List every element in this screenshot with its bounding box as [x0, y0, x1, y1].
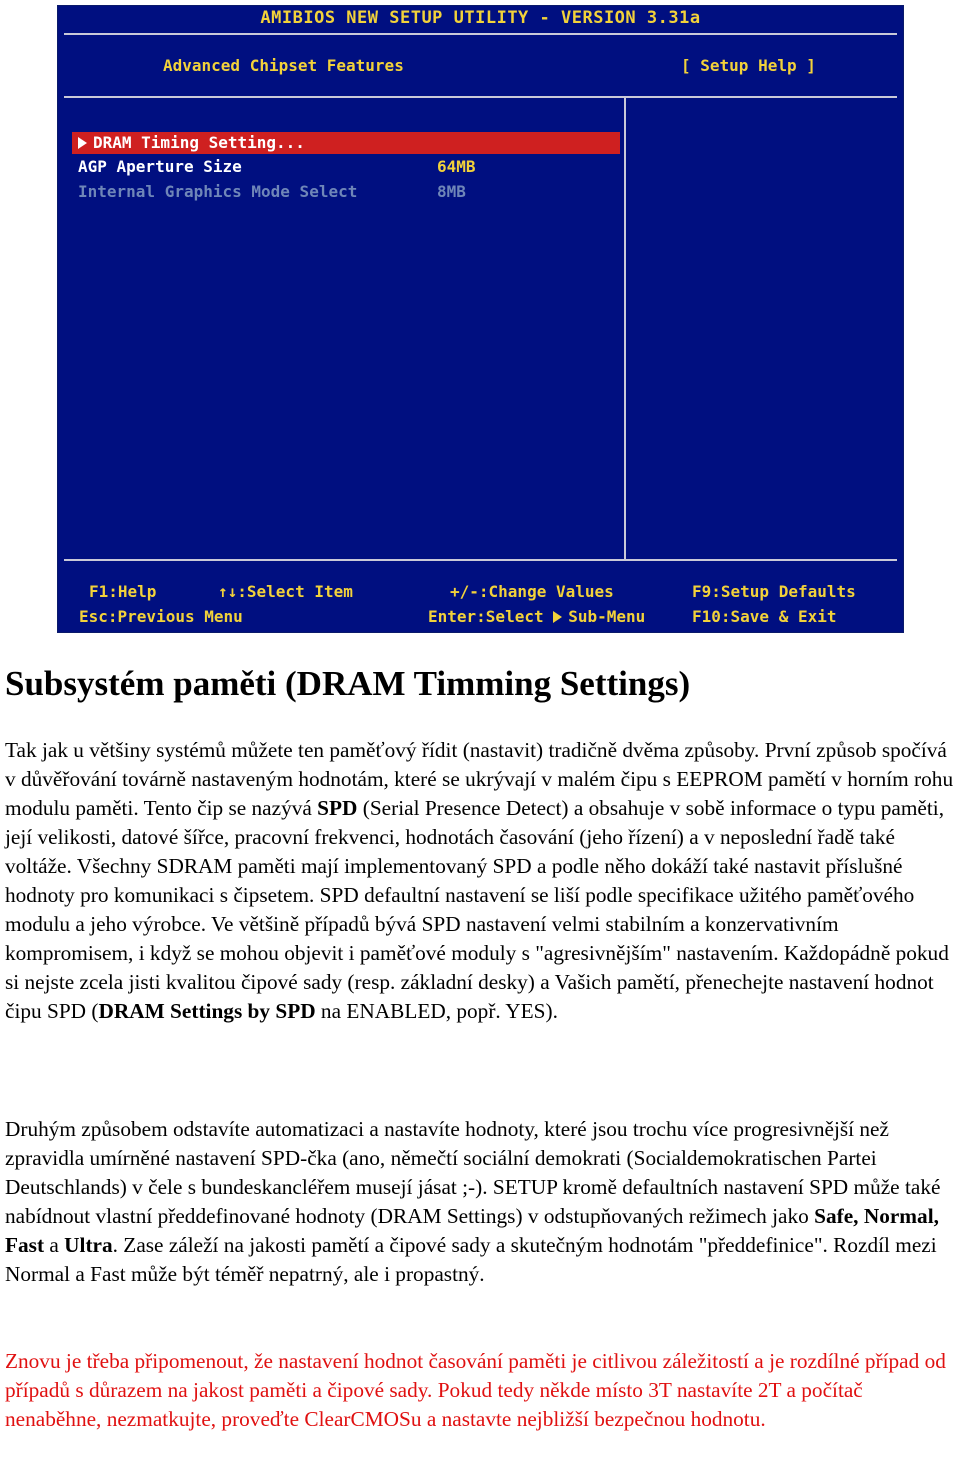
text-segment: Druhým způsobem odstavíte automatizaci a nastavíte hodnoty, které jsou trochu více progresivnější než zpravidla umírněné nastavení SPD-čka (ano, němečtí sociální demokrati (Socialdemokratischen Partei Deutschlands) v čele s bundeskancléřem musejí jásat ;-). SETUP kromě defaultních nastavení SPD může také nabídnout vlastní předdefinované hodnoty (DRAM Settings) v odstupňovaných režimech jako: [5, 1117, 941, 1228]
text-segment: (Serial Presence Detect) a obsahuje v sobě informace o typu paměti, její velikosti, datové šířce, pracovní frekvenci, hodnotách časování (jeho řízení) a v neposlední řadě také voltáže. Všechny SDRAM paměti mají implementovaný SPD a podle něho dokáží také nastavit příslušné hodnoty pro komunikaci s čipsetem. SPD defaultní nastavení se liší podle specifikace užitého paměťového modulu a jeho výrobce. Ve většině případů bývá SPD nastavení velmi stabilním a konzervativním kompromisem, i když se mohou objevit i paměťové moduly s "agresivnějším" nastavením. Každopádně pokud si nejste zcela jisti kvalitou čipové sady (resp. základní desky) a Vašich pamětí, přenechejte nastavení hodnot čipu SPD (: [5, 796, 949, 1023]
bios-divider: [64, 559, 897, 561]
bios-item-label: DRAM Timing Setting...: [93, 133, 305, 152]
text-segment: . Zase záleží na jakosti pamětí a čipové sady a skutečným hodnotám "předdefinice". Rozdíl mezi Normal a Fast může být téměř nepatrný, ale i propastný.: [5, 1233, 937, 1286]
bios-divider: [64, 33, 897, 35]
bios-divider: [64, 96, 897, 98]
paragraph-spd: [5, 736, 957, 1026]
bios-title: AMIBIOS NEW SETUP UTILITY - VERSION 3.31a: [260, 8, 701, 28]
bold-term-spd: SPD: [317, 796, 358, 820]
text-segment: na ENABLED, popř. YES).: [315, 999, 558, 1023]
footer-enter-select: [428, 607, 645, 626]
bold-term-ultra: Ultra: [64, 1233, 113, 1257]
footer-f10-save: F10:Save & Exit: [692, 607, 837, 626]
bold-term-dram-settings: DRAM Settings by SPD: [98, 999, 316, 1023]
bios-panel-divider: [624, 96, 626, 561]
paragraph-manual: [5, 1115, 957, 1289]
bios-item-dram-timing[interactable]: [72, 132, 620, 154]
footer-select-item: ↑↓:Select Item: [218, 582, 353, 601]
footer-change-values: +/-:Change Values: [450, 582, 614, 601]
bios-help-panel-title: [ Setup Help ]: [681, 56, 816, 75]
footer-submenu-label: Sub-Menu: [568, 607, 646, 626]
bios-item-value[interactable]: 64MB: [437, 157, 476, 176]
submenu-arrow-icon: [78, 137, 87, 149]
footer-esc-previous: Esc:Previous Menu: [79, 607, 243, 626]
bold-term-modes: Safe, Normal, Fast: [5, 1204, 939, 1257]
bios-item-value: 8MB: [437, 182, 466, 201]
bios-item-agp-aperture[interactable]: [72, 156, 620, 178]
bios-page-title: Advanced Chipset Features: [163, 56, 404, 75]
text-segment: a: [44, 1233, 65, 1257]
paragraph-warning: Znovu je třeba připomenout, že nastavení hodnot časování paměti je citlivou záležitostí a je rozdílné případ od případů s důrazem na jakost paměti a čipové sady. Pokud tedy někde místo 3T nastavíte 2T a počítač nenaběhne, nezmatkujte, proveďte ClearCMOSu a nastavte nejbližší bezpečnou hodnotu.: [5, 1349, 946, 1431]
footer-f1-help: F1:Help: [89, 582, 157, 601]
bios-item-label: AGP Aperture Size: [78, 157, 242, 176]
bios-item-label: Internal Graphics Mode Select: [78, 182, 358, 201]
article-heading: Subsystém paměti (DRAM Timming Settings): [5, 664, 691, 703]
submenu-arrow-icon: [553, 611, 562, 623]
footer-f9-defaults: F9:Setup Defaults: [692, 582, 856, 601]
bios-screenshot: [57, 5, 904, 633]
text-segment: Tak jak u většiny systémů můžete ten paměťový řídit (nastavit) tradičně dvěma způsoby. První způsob spočívá v důvěřování továrně nastaveným hodnotám, které se ukrývají v malém čipu s EEPROM pamětí v horním rohu modulu paměti. Tento čip se nazývá: [5, 738, 954, 820]
footer-enter-label: Enter:Select: [428, 607, 544, 626]
bios-item-internal-graphics[interactable]: [72, 181, 620, 203]
